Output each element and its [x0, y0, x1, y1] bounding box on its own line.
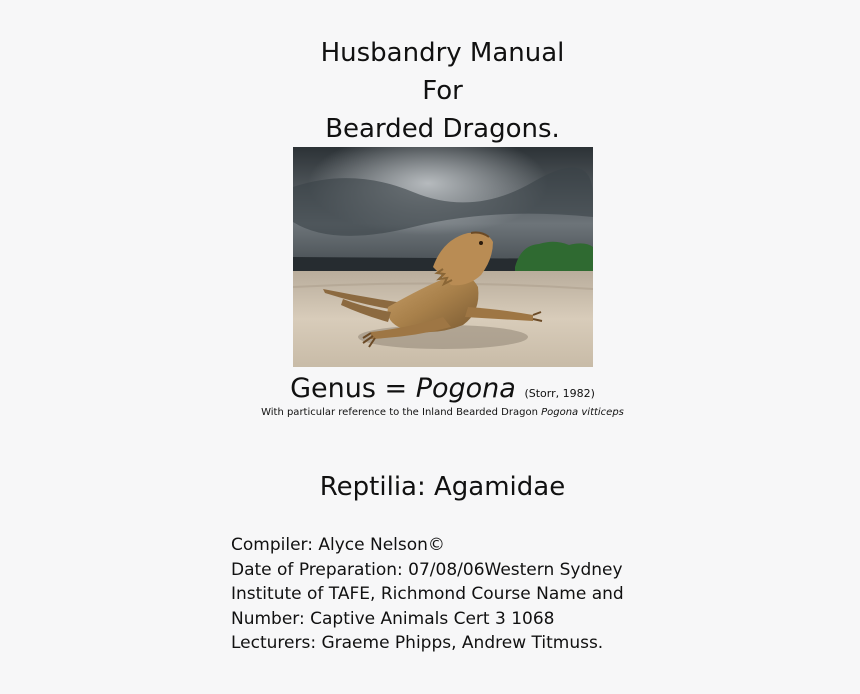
genus-name: Pogona	[415, 373, 516, 404]
title-line-1: Husbandry Manual	[320, 38, 565, 68]
details-line-compiler: Compiler: Alyce Nelson©	[231, 535, 445, 555]
details-line-institute: Institute of TAFE, Richmond Course Name and	[231, 584, 624, 604]
document-details	[231, 533, 624, 656]
title-line-3: Bearded Dragons.	[325, 114, 560, 144]
title-line-2: For	[422, 76, 463, 106]
reference-species: Pogona vitticeps	[541, 407, 624, 418]
details-line-date: Date of Preparation: 07/08/06Western Sydney	[231, 559, 623, 580]
bearded-dragon-photo	[293, 147, 593, 367]
reference-line	[0, 406, 860, 420]
reference-text: With particular reference to the Inland Bearded Dragon	[261, 407, 542, 418]
details-line-course: Number: Captive Animals Cert 3 1068	[231, 608, 555, 629]
genus-prefix: Genus =	[290, 373, 416, 404]
genus-authority: (Storr, 1982)	[524, 387, 595, 400]
details-line-lecturers: Lecturers: Graeme Phipps, Andrew Titmuss.	[231, 633, 604, 653]
classification-heading: Reptilia: Agamidae	[319, 472, 566, 502]
